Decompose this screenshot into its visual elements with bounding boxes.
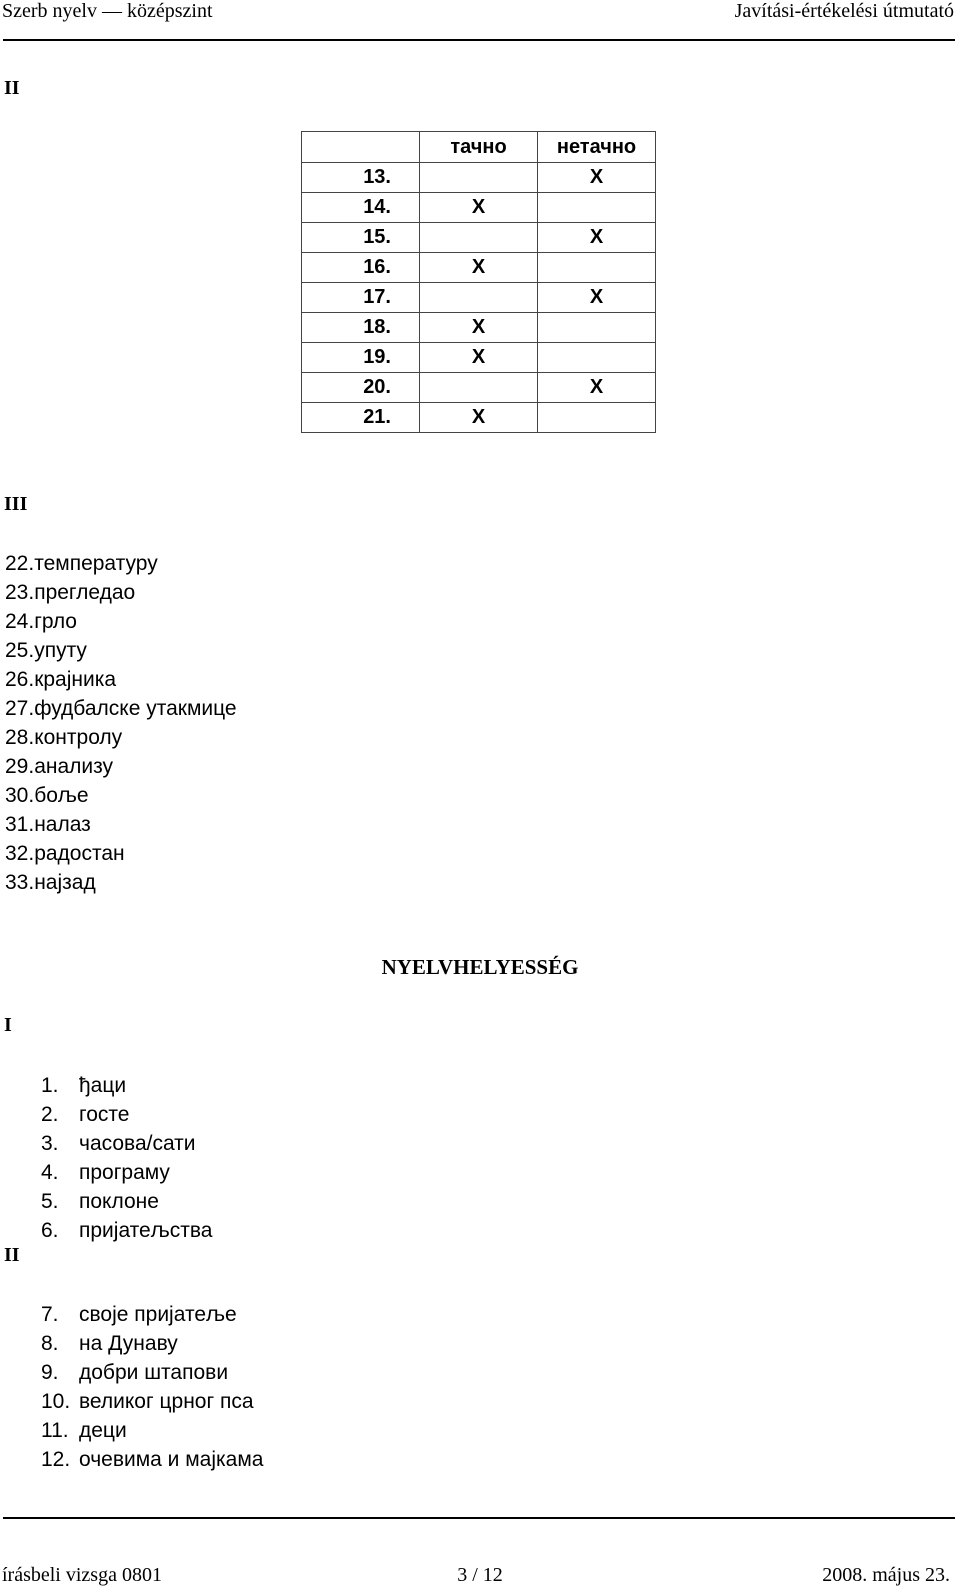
section-iii-label: III — [4, 493, 28, 515]
item-text: часова/сати — [79, 1132, 196, 1155]
item-number: 11. — [41, 1419, 69, 1442]
true-mark — [420, 373, 538, 403]
item-number: 9. — [41, 1361, 59, 1384]
row-number: 14. — [302, 193, 420, 223]
header-guide-title: Javítási-értékelési útmutató — [734, 0, 954, 22]
part-i-answer-list — [41, 1071, 212, 1245]
item-number: 10. — [41, 1390, 71, 1413]
table-row — [302, 163, 656, 193]
header-subject: Szerb nyelv — középszint — [2, 0, 213, 22]
footer-exam-code: írásbeli vizsga 0801 — [2, 1564, 162, 1586]
list-item — [41, 1358, 263, 1387]
item-text: програму — [79, 1161, 170, 1184]
table-row — [302, 313, 656, 343]
list-item: 31.налаз — [5, 813, 91, 836]
footer-page-number: 3 / 12 — [457, 1564, 503, 1586]
table-row — [302, 223, 656, 253]
item-number: 2. — [41, 1103, 59, 1126]
false-mark — [538, 313, 656, 343]
true-mark: X — [420, 343, 538, 373]
item-text: деци — [79, 1419, 127, 1442]
item-number: 6. — [41, 1219, 59, 1242]
item-text: великог црног пса — [79, 1390, 254, 1413]
list-item — [41, 1387, 263, 1416]
list-item — [41, 1329, 263, 1358]
item-text: своје пријатеље — [79, 1303, 237, 1326]
section-iii-answer-list — [5, 549, 237, 897]
true-mark: X — [420, 253, 538, 283]
part-i-label: I — [4, 1014, 12, 1036]
item-number: 7. — [41, 1303, 59, 1326]
item-text: пријатељства — [79, 1219, 213, 1242]
part-ii-answer-list — [41, 1300, 263, 1474]
item-number: 12. — [41, 1448, 71, 1471]
false-mark — [538, 403, 656, 433]
true-mark — [420, 163, 538, 193]
item-text: ђаци — [79, 1074, 127, 1097]
true-mark — [420, 283, 538, 313]
item-number: 4. — [41, 1161, 59, 1184]
section-ii-label: II — [4, 77, 20, 99]
true-mark: X — [420, 313, 538, 343]
item-text: поклоне — [79, 1190, 159, 1213]
false-mark: X — [538, 223, 656, 253]
row-number: 19. — [302, 343, 420, 373]
item-text: госте — [79, 1103, 130, 1126]
list-item: 29.анализу — [5, 755, 114, 778]
table-row — [302, 283, 656, 313]
list-item: 24.грло — [5, 610, 77, 633]
part-ii-label: II — [4, 1244, 20, 1266]
row-number: 16. — [302, 253, 420, 283]
list-item — [41, 1300, 263, 1329]
item-text: очевима и мајкама — [79, 1448, 264, 1471]
item-number: 3. — [41, 1132, 59, 1155]
list-item: 32.радостан — [5, 842, 125, 865]
row-number: 18. — [302, 313, 420, 343]
list-item — [41, 1216, 212, 1245]
false-mark: X — [538, 283, 656, 313]
header-rule — [3, 39, 955, 41]
row-number: 21. — [302, 403, 420, 433]
footer-date: 2008. május 23. — [822, 1564, 950, 1586]
footer-rule — [3, 1517, 955, 1519]
true-mark: X — [420, 193, 538, 223]
item-text: на Дунаву — [79, 1332, 178, 1355]
row-number: 17. — [302, 283, 420, 313]
table-header-row — [302, 132, 656, 163]
row-number: 15. — [302, 223, 420, 253]
nyelvhelyesseg-title: NYELVHELYESSÉG — [381, 955, 579, 979]
list-item: 23.прегледао — [5, 581, 136, 604]
item-text: добри штапови — [79, 1361, 229, 1384]
list-item — [41, 1100, 212, 1129]
false-mark — [538, 193, 656, 223]
list-item: 26.крајника — [5, 668, 117, 691]
list-item: 33.најзад — [5, 871, 96, 894]
table-header-empty — [302, 132, 420, 163]
list-item: 25.упуту — [5, 639, 87, 662]
list-item — [41, 1416, 263, 1445]
list-item: 27.фудбалске утакмице — [5, 697, 237, 720]
list-item — [41, 1129, 212, 1158]
list-item: 30.боље — [5, 784, 89, 807]
table-header-false: нетачно — [538, 132, 656, 163]
list-item — [41, 1158, 212, 1187]
table-row — [302, 403, 656, 433]
false-mark — [538, 343, 656, 373]
true-mark — [420, 223, 538, 253]
list-item: 28.контролу — [5, 726, 123, 749]
list-item — [41, 1445, 263, 1474]
table-row — [302, 373, 656, 403]
item-number: 5. — [41, 1190, 59, 1213]
list-item — [41, 1071, 212, 1100]
list-item — [41, 1187, 212, 1216]
list-item: 22.температуру — [5, 552, 158, 575]
table-header-true: тачно — [420, 132, 538, 163]
row-number: 20. — [302, 373, 420, 403]
row-number: 13. — [302, 163, 420, 193]
true-mark: X — [420, 403, 538, 433]
item-number: 1. — [41, 1074, 59, 1097]
table-row — [302, 253, 656, 283]
false-mark: X — [538, 373, 656, 403]
false-mark: X — [538, 163, 656, 193]
false-mark — [538, 253, 656, 283]
true-false-table — [301, 131, 656, 433]
page-header — [0, 0, 960, 40]
table-row — [302, 343, 656, 373]
table-row — [302, 193, 656, 223]
item-number: 8. — [41, 1332, 59, 1355]
